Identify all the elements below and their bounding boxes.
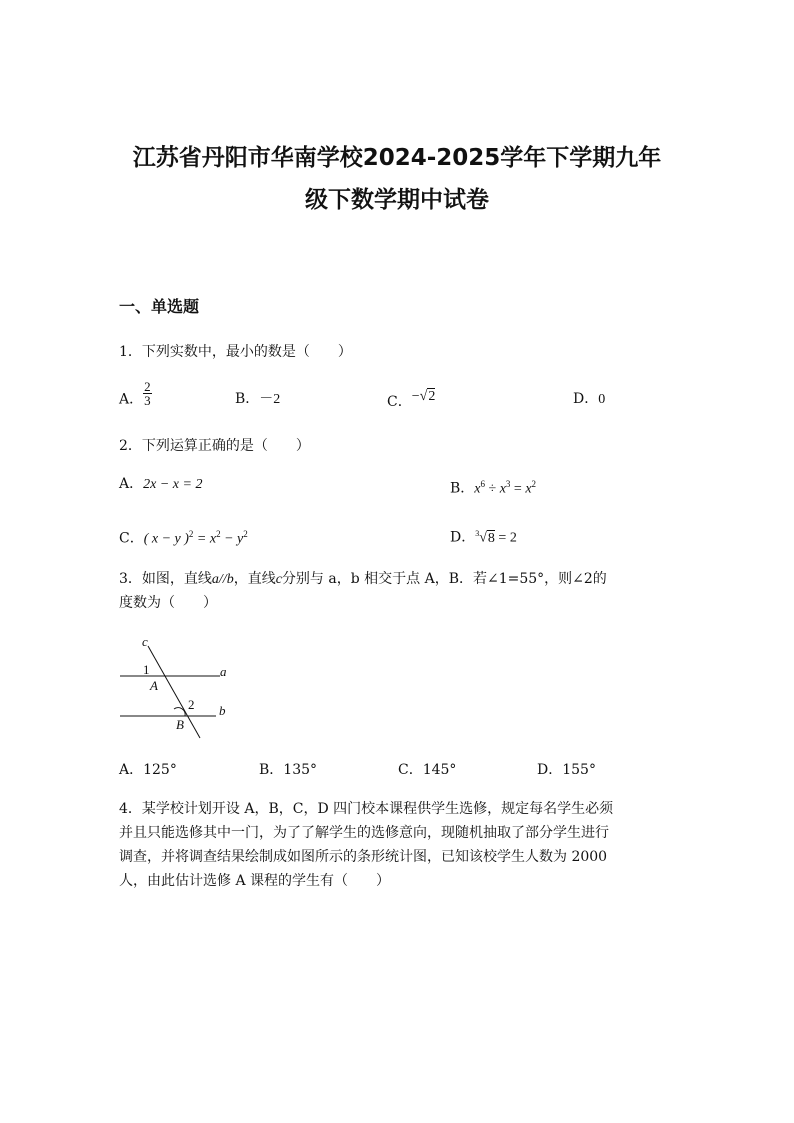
- expr-part: − y: [220, 531, 244, 547]
- question-2-option-d[interactable]: [450, 524, 517, 549]
- question-4-line-2: 并且只能选修其中一门，为了了解学生的选修意向，现随机抽取了部分学生进行: [119, 825, 609, 841]
- radicand: 2: [428, 389, 436, 404]
- question-4-line-4: 人，由此估计选修 A 课程的学生有（ ）: [119, 873, 391, 889]
- question-2-option-b[interactable]: [450, 474, 536, 500]
- option-value: 0: [598, 392, 606, 407]
- option-label: A．: [119, 476, 144, 492]
- question-2-option-c[interactable]: [119, 524, 248, 550]
- expr-x: x: [474, 481, 481, 497]
- question-4-line-1: 4．某学校计划开设 A，B，C，D 四门校本课程供学生选修，规定每名学生必须: [119, 801, 614, 817]
- option-label: B．: [235, 391, 260, 407]
- question-1-text: 1．下列实数中，最小的数是（ ）: [119, 344, 352, 360]
- radical-sign: √: [419, 389, 428, 404]
- fraction: [143, 380, 152, 407]
- label-B: B: [176, 717, 184, 732]
- q3-parallel: a//b: [211, 572, 234, 587]
- exponent: 2: [188, 529, 194, 539]
- section-heading: 一、单选题: [119, 297, 200, 316]
- label-2: 2: [188, 697, 195, 712]
- q3-text: 分别与 a，b 相交于点 A，B．若∠1=55°，则∠2的: [281, 571, 607, 587]
- radical-sign: √: [479, 530, 487, 546]
- q3-line-c: c: [275, 572, 282, 587]
- q3-text: 3．如图，直线: [119, 571, 212, 587]
- minus-sign: −: [411, 389, 420, 404]
- label-a: a: [220, 664, 227, 679]
- option-expression: = 2: [494, 530, 517, 546]
- option-label: C．: [119, 530, 144, 547]
- operator: ÷: [485, 481, 500, 497]
- option-label: A．: [119, 391, 144, 408]
- operator: =: [510, 481, 526, 497]
- question-1-option-d[interactable]: [573, 389, 605, 410]
- expr-base: ( x − y ): [143, 531, 189, 547]
- question-1-option-b[interactable]: [235, 389, 280, 410]
- question-1-option-c[interactable]: [387, 389, 436, 413]
- root-index: 3: [475, 529, 480, 538]
- radicand: 8: [487, 530, 495, 546]
- option-label: D．: [450, 529, 476, 546]
- option-label: D．: [573, 391, 599, 407]
- question-2-text: 2．下列运算正确的是（ ）: [119, 438, 310, 454]
- question-3-option-b[interactable]: B．135°: [259, 762, 318, 778]
- question-3-option-c[interactable]: C．145°: [398, 762, 457, 778]
- question-4-line-3: 调查，并将调查结果绘制成如图所示的条形统计图，已知该校学生人数为 2000: [119, 849, 608, 865]
- expr-part: = x: [193, 531, 217, 547]
- document-title-line-1: 江苏省丹阳市华南学校2024-2025学年下学期九年: [132, 145, 662, 171]
- fraction-numerator: 2: [144, 379, 151, 394]
- question-3-line-1: [119, 567, 689, 592]
- exponent: 2: [216, 529, 221, 539]
- expr-x: x: [525, 481, 532, 497]
- question-3-option-a[interactable]: A．125°: [119, 762, 177, 778]
- option-value: －2: [259, 392, 281, 407]
- fraction-denominator: 3: [144, 393, 151, 408]
- question-3-option-d[interactable]: D．155°: [537, 762, 596, 778]
- exponent: 6: [480, 479, 486, 489]
- option-expression: 2x − x = 2: [143, 477, 203, 492]
- label-A: A: [150, 678, 158, 693]
- exponent: 2: [531, 479, 537, 489]
- question-3-line-2: 度数为（ ）: [119, 595, 217, 611]
- question-1-option-a[interactable]: [119, 379, 152, 413]
- label-b: b: [219, 703, 226, 718]
- label-c: c: [142, 634, 148, 649]
- label-1: 1: [143, 662, 150, 677]
- option-label: B．: [450, 480, 475, 497]
- document-title-line-2: 级下数学期中试卷: [305, 187, 489, 213]
- q3-text: ，直线: [233, 571, 276, 587]
- option-label: C．: [387, 394, 412, 410]
- expr-x: x: [499, 481, 506, 497]
- question-3-figure: [112, 632, 242, 744]
- exponent: 2: [243, 529, 248, 539]
- exponent: 3: [505, 479, 511, 489]
- question-2-option-a[interactable]: [119, 474, 202, 495]
